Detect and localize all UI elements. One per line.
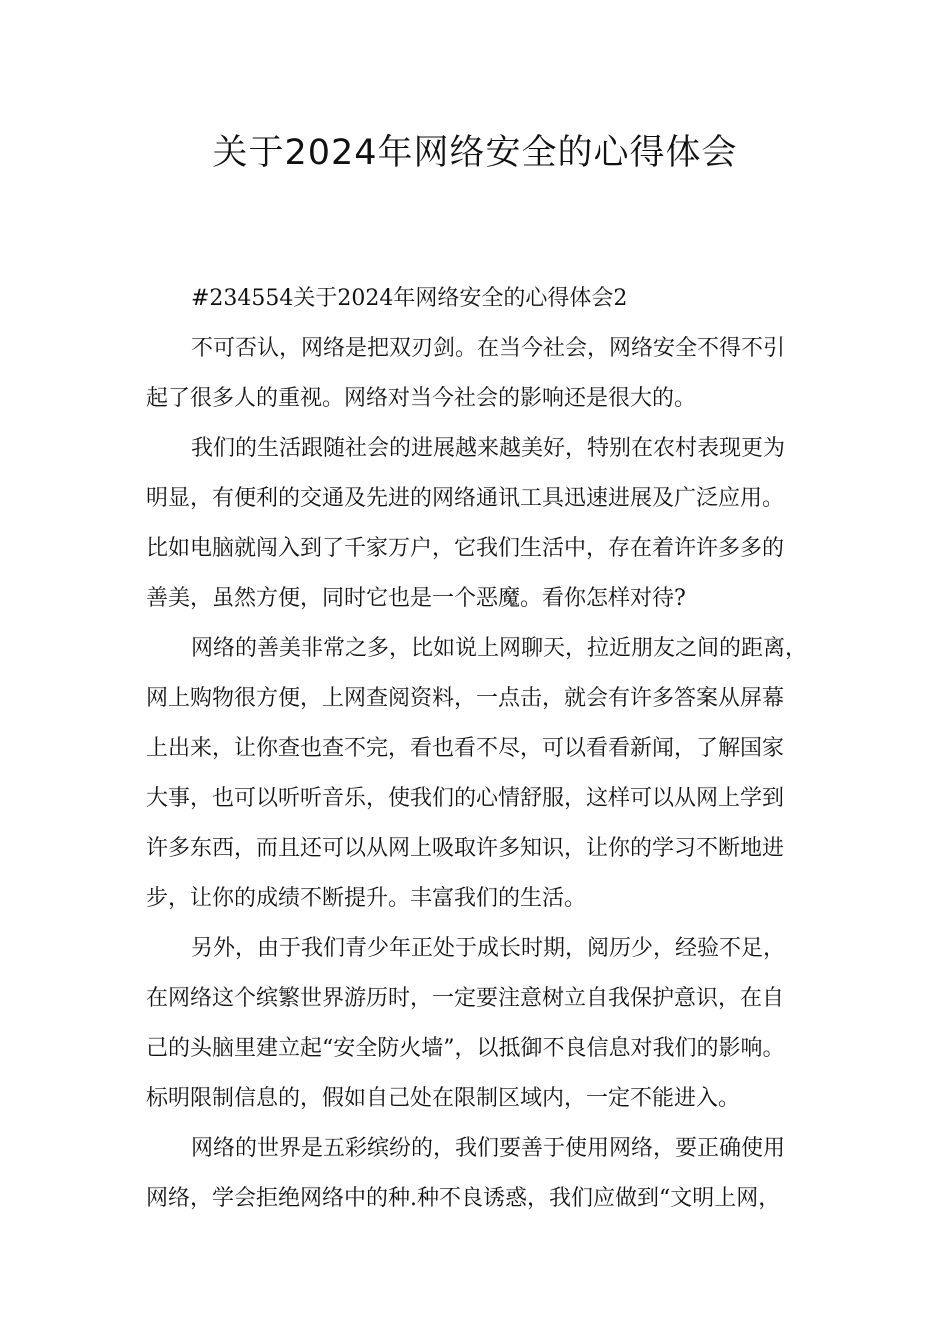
paragraph-line: 明显，有便利的交通及先进的网络通讯工具迅速进展及广泛应用。 <box>146 486 785 511</box>
paragraph-line: 善美，虽然方便，同时它也是一个恶魔。看你怎样对待? <box>146 586 686 611</box>
paragraph-line: 网络，学会拒绝网络中的种.种不良诱惑，我们应做到“文明上网， <box>146 1186 781 1211</box>
paragraph-line: 上出来，让你查也查不完，看也看不尽，可以看看新闻，了解国家 <box>146 736 785 761</box>
paragraph-first-line: 我们的生活跟随社会的进展越来越美好，特别在农村表现更为 <box>191 436 786 461</box>
paragraph-line: 在网络这个缤繁世界游历时，一定要注意树立自我保护意识，在自 <box>146 986 785 1011</box>
paragraph-line: 步，让你的成绩不断提升。丰富我们的生活。 <box>146 886 587 911</box>
paragraph-first-line: 不可否认，网络是把双刃剑。在当今社会，网络安全不得不引 <box>191 336 786 361</box>
paragraph-first-line: 网络的善美非常之多，比如说上网聊天，拉近朋友之间的距离， <box>191 636 808 661</box>
paragraph-first-line: #234554关于2024年网络安全的心得体会2 <box>191 286 628 311</box>
paragraph-first-line: 另外，由于我们青少年正处于成长时期，阅历少，经验不足， <box>191 936 786 961</box>
paragraph-line: 比如电脑就闯入到了千家万户，它我们生活中，存在着许许多多的 <box>146 536 785 561</box>
paragraph-first-line: 网络的世界是五彩缤纷的，我们要善于使用网络，要正确使用 <box>191 1136 786 1161</box>
paragraph-line: 网上购物很方便，上网查阅资料，一点击，就会有许多答案从屏幕 <box>146 686 785 711</box>
paragraph-line: 己的头脑里建立起“安全防火墙”，以抵御不良信息对我们的影响。 <box>146 1036 785 1061</box>
paragraph-line: 起了很多人的重视。网络对当今社会的影响还是很大的。 <box>146 386 697 411</box>
paragraph-line: 许多东西，而且还可以从网上吸取许多知识，让你的学习不断地进 <box>146 836 785 861</box>
paragraph-line: 大事，也可以听听音乐，使我们的心情舒服，这样可以从网上学到 <box>146 786 785 811</box>
paragraph-line: 标明限制信息的，假如自己处在限制区域内，一定不能进入。 <box>146 1086 741 1111</box>
document-title: 关于2024年网络安全的心得体会 <box>212 133 738 173</box>
